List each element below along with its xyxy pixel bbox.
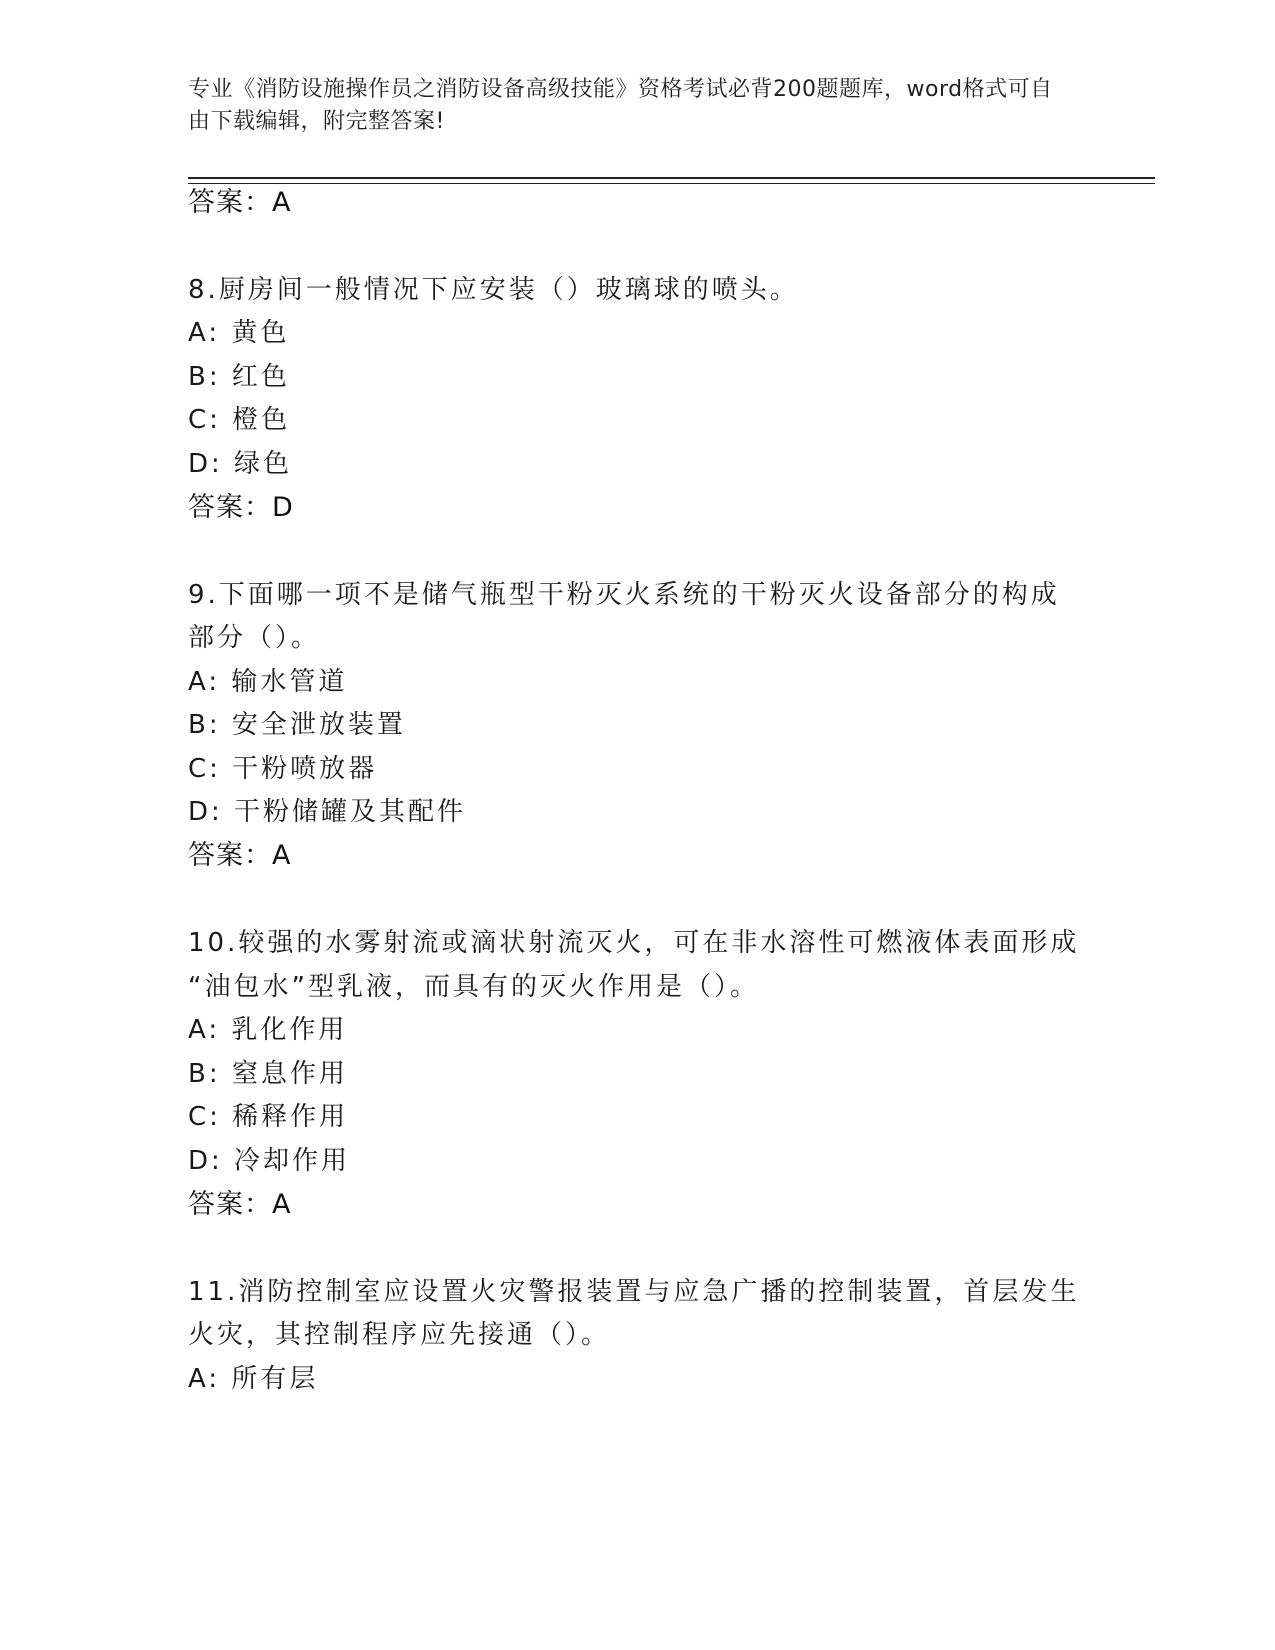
question-text: 10.较强的水雾射流或滴状射流灭火，可在非水溶性可燃液体表面形成 [188,928,1080,958]
answer-line: 答案：D [188,492,294,523]
option-a: A: 输水管道 [188,667,348,697]
option-d: D: 绿色 [188,449,293,479]
option-a: A: 黄色 [188,318,290,348]
option-b: B: 窒息作用 [188,1059,348,1089]
option-c: C: 稀释作用 [188,1102,349,1132]
question-text: 9.下面哪一项不是储气瓶型干粉灭火系统的干粉灭火设备部分的构成 [188,580,1060,610]
option-c: C: 橙色 [188,405,291,435]
option-d: D: 干粉储罐及其配件 [188,797,467,827]
option-d: D: 冷却作用 [188,1146,351,1176]
answer-line: 答案：A [188,1189,292,1220]
question-text: 8.厨房间一般情况下应安装（）玻璃球的喷头。 [188,275,799,305]
question-text-continued: “油包水”型乳液，而具有的灭火作用是（）。 [188,972,759,1002]
question-text-continued: 部分（）。 [188,623,321,653]
document-header: 专业《消防设施操作员之消防设备高级技能》资格考试必背200题题库，word格式可自由下载编辑，附完整答案! [188,77,1053,134]
question-text-continued: 火灾，其控制程序应先接通（）。 [188,1320,611,1350]
option-b: B: 安全泄放装置 [188,710,406,740]
option-c: C: 干粉喷放器 [188,754,378,784]
header-divider-thick [188,177,1155,179]
answer-line: 答案：A [188,840,292,871]
option-b: B: 红色 [188,362,290,392]
option-a: A: 所有层 [188,1364,319,1394]
header-divider-thin [188,183,1155,184]
answer-line: 答案：A [188,187,292,218]
option-a: A: 乳化作用 [188,1015,348,1045]
question-text: 11.消防控制室应设置火灾警报装置与应急广播的控制装置，首层发生 [188,1277,1080,1307]
